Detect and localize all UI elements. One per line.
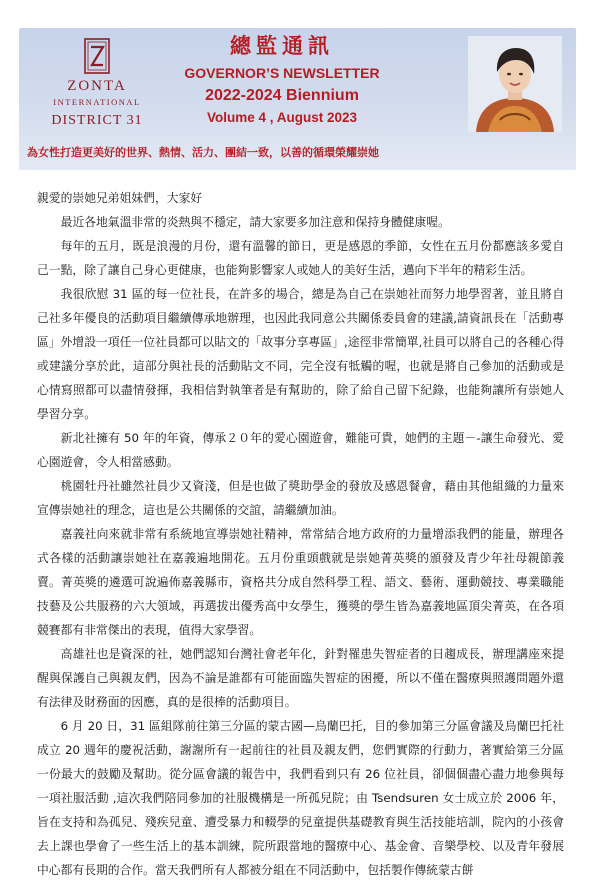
logo-international: INTERNATIONAL: [53, 97, 141, 107]
logo-brand: ZONTA: [67, 78, 127, 94]
letter-paragraph: 我很欣慰 31 區的每一位社長，在許多的場合，總是為自己在崇她社而努力地學習著，並且將自己社多年優良的活動項目繼續傳承地辦理，也因此我同意公共關係委員會的建議,請資訊長在「活動專區」外增設一項任一位社員都可以貼文的「故事分享專區」,途徑非常簡單,社員可以將自己的各種心得或建議分享於此，這部分與社長的活動貼文不同，完全沒有牴觸的喔，也就是將自己參加的活動或是心情寫照都可以盡情發揮，我相信對執筆者是有幫助的，除了給自己留下紀錄，也能夠讓所有崇她人學習分享。: [37, 287, 564, 421]
title-english: GOVERNOR’S NEWSLETTER: [184, 65, 380, 81]
title-chinese: 總監通訊: [230, 34, 334, 58]
zonta-district-logo: [37, 32, 157, 140]
letter-body: [37, 186, 564, 882]
letter-paragraph: 桃園牡丹社雖然社員少又資淺，但是也做了獎助學金的發放及感恩餐會，藉由其他組織的力量來宣傳崇她社的理念，這也是公共關係的交誼，請繼續加油。: [37, 479, 564, 517]
banner-slogan: 為女性打造更美好的世界、熱情、活力、團結一致，以善的循環榮耀崇她: [27, 146, 379, 159]
zonta-emblem-icon: [84, 38, 110, 74]
newsletter-banner: [19, 28, 576, 170]
letter-paragraph: 高雄社也是資深的社，她們認知台灣社會老年化，針對罹患失智症者的日趨成長，辦理講座來提醒與保護自己與親友們，因為不論是誰都有可能面臨失智症的困擾，所以不僅在醫療與照護問題外還有法律及財務面的因應，真的是很棒的活動項目。: [37, 647, 564, 709]
volume-label: Volume 4 , August 2023: [206, 110, 358, 125]
letter-paragraph: 嘉義社向來就非常有系統地宣導崇她社精神，常常結合地方政府的力量增添我們的能量，辦理各式各樣的活動讓崇她社在嘉義遍地開花。五月份重頭戲就是崇她菁英獎的頒發及青少年社母親節義賣。菁英獎的遴選可說遍佈嘉義縣市，資格共分成自然科學工程、語文、藝術、運動競技、專業職能技藝及公共服務的六大領域，再選拔出優秀高中女學生，獲獎的學生皆為嘉義地區頂尖菁英，在各項競賽都有非常傑出的表現，值得大家學習。: [37, 527, 564, 637]
newsletter-titles: [167, 32, 397, 127]
logo-district: DISTRICT 31: [51, 113, 143, 128]
letter-paragraph: 最近各地氣溫非常的炎熱與不穩定，請大家要多加注意和保持身體健康喔。: [60, 215, 450, 229]
letter-paragraph: 每年的五月，既是浪漫的月份，還有溫馨的節日，更是感恩的季節，女性在五月份都應該多愛自己一點，除了讓自己身心更健康，也能夠影響家人或她人的美好生活，邁向下半年的精彩生活。: [37, 239, 564, 277]
letter-paragraph: 新北社擁有 50 年的年資，傳承２０年的愛心園遊會，難能可貴，她們的主題－-讓生命發光、愛心園遊會，令人相當感動。: [37, 431, 564, 469]
governor-portrait: [468, 36, 562, 132]
letter-greeting: 親愛的崇她兄弟姐妹們，大家好: [37, 191, 203, 205]
biennium-label: 2022-2024 Biennium: [205, 87, 359, 104]
letter-paragraph: 6 月 20 日，31 區組隊前往第三分區的蒙古國—烏蘭巴托，目的參加第三分區會議及烏蘭巴托社成立 20 週年的慶祝活動，謝謝所有一起前往的社員及親友們，您們實際的行動力，著實給第三分區一份最大的鼓勵及幫助。從分區會議的報告中，我們看到只有 26 位社員，卻個個盡心盡力地參與每一項社服活動 ,這次我們陪同參加的社服機構是一所孤兒院；由 Tsendsuren 女士成立於 2006 年，旨在支持和為孤兒、殘疾兒童、遭受暴力和輟學的兒童提供基礎教育與生活技能培訓，院內的小孩會去上課也學會了一些生活上的基本訓練，院所跟當地的醫療中心、基金會、音樂學校、以及青年發展中心都有長期的合作。當天我們所有人都被分組在不同活動中，包括製作傳統蒙古餅: [37, 719, 564, 877]
